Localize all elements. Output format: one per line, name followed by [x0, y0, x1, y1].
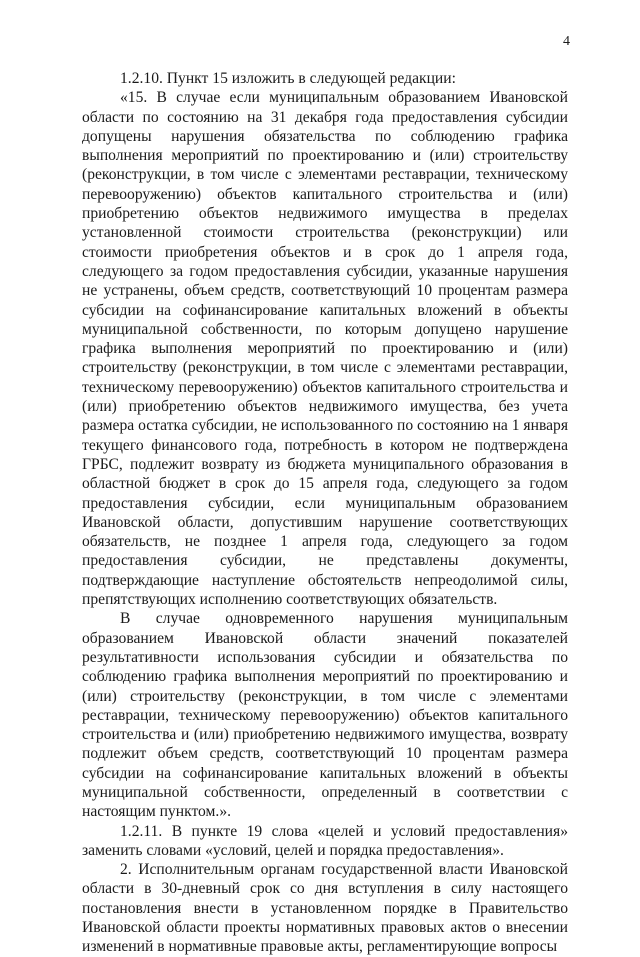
paragraph-point-15: «15. В случае если муниципальным образованием Ивановской области по состоянию на 31 декабря года предоставления субсидии допущены нарушения обязательства по соблюдению графика выполнения мероприятий по проектированию и (или) строительству (реконструкции, в том числе с элементами реставрации, техническому перевооружению) объектов капитального строительства и (или) приобретению объектов недвижимого имущества в пределах установленной стоимости строительства (реконструкции) или стоимости приобретения объектов и в срок до 1 апреля года, следующего за годом предоставления субсидии, указанные нарушения не устранены, объем средств, соответствующий 10 процентам размера субсидии на софинансирование капитальных вложений в объекты муниципальной собственности, по которым допущено нарушение графика выполнения мероприятий по проектированию и (или) строительству (реконструкции, в том числе с элементами реставрации, техническому перевооружению) объектов капитального строительства и (или) приобретению объектов недвижимого имущества, без учета размера остатка субсидии, не использованного по состоянию на 1 января текущего финансового года, потребность в котором не подтверждена ГРБС, подлежит возврату из бюджета муниципального образования в областной бюджет в срок до 15 апреля года, следующего за годом предоставления субсидии, если муниципальным образованием Ивановской области, допустившим нарушение соответствующих обязательств, не позднее 1 апреля года, следующего за годом предоставления субсидии, не представлены документы, подтверждающие наступление обстоятельств непреодолимой силы, препятствующих исполнению соответствующих обязательств.: [82, 89, 569, 609]
document-body: [82, 69, 568, 957]
paragraph-simultaneous-violation: В случае одновременного нарушения муниципальным образованием Ивановской области значений показателей результативности использования субсидии и обязательства по соблюдению графика выполнения мероприятий по проектированию и (или) строительству (реконструкции, в том числе с элементами реставрации, техническому перевооружению) объектов капитального строительства и (или) приобретению недвижимого имущества, возврату подлежит объем средств, соответствующий 10 процентам размера субсидии на софинансирование капитальных вложений в объекты муниципальной собственности, определенный в соответствии с настоящим пунктом.».: [82, 610, 568, 821]
page-number: 4: [563, 34, 570, 49]
paragraph-item-1-2-10: 1.2.10. Пункт 15 изложить в следующей редакции:: [120, 70, 456, 87]
paragraph-item-2: 2. Исполнительным органам государственной власти Ивановской области в 30-дневный срок со дня вступления в силу настоящего постановления внести в установленном порядке в Правительство Ивановской области проекты нормативных правовых актов о внесении изменений в нормативные правовые акты, регламентирующие вопросы: [82, 861, 568, 956]
paragraph-item-1-2-11: 1.2.11. В пункте 19 слова «целей и условий предоставления» заменить словами «условий, целей и порядка предоставления».: [82, 822, 568, 859]
